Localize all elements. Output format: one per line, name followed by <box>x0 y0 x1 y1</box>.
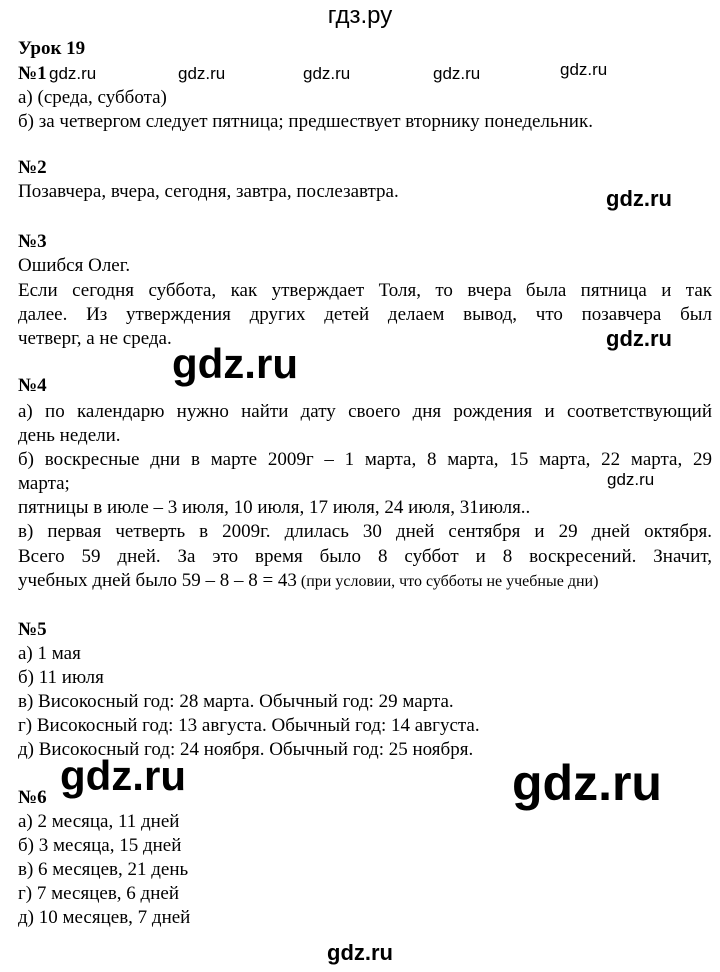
task-6-d: д) 10 месяцев, 7 дней <box>18 907 191 928</box>
task-1-title: №1 <box>18 63 47 84</box>
task-4-v-line-2: Всего 59 дней. За это время было 8 суббот и 8 воскресений. Значит, <box>18 546 712 567</box>
task-4-title: №4 <box>18 375 47 396</box>
task-2-title: №2 <box>18 157 47 178</box>
watermark: gdz.ru <box>172 340 298 387</box>
task-4-b-line-3: пятницы в июле – 3 июля, 10 июля, 17 июля, 24 июля, 31июля.. <box>18 497 531 518</box>
watermark: gdz.ru <box>303 64 351 83</box>
task-6-v: в) 6 месяцев, 21 день <box>18 859 189 880</box>
task-3-line-4: четверг, а не среда. <box>18 328 172 349</box>
task-6-g: г) 7 месяцев, 6 дней <box>18 883 179 904</box>
task-4-a-line-1: а) по календарю нужно найти дату своего дня рождения и соответствующий <box>18 401 712 422</box>
watermark-footer: gdz.ru <box>327 940 393 965</box>
watermark: gdz.ru <box>49 64 97 83</box>
watermark: gdz.ru <box>60 752 186 799</box>
task-2-text: Позавчера, вчера, сегодня, завтра, послезавтра. <box>18 181 399 202</box>
task-4-b-line-2: марта; <box>18 473 70 494</box>
watermark: gdz.ru <box>178 64 226 83</box>
task-6-title: №6 <box>18 787 47 808</box>
task-3-title: №3 <box>18 231 47 252</box>
task-3-line-1: Ошибся Олег. <box>18 255 131 276</box>
task-4-a-line-2: день недели. <box>18 425 121 446</box>
watermark: gdz.ru <box>512 755 662 811</box>
task-5-b: б) 11 июля <box>18 667 104 688</box>
task-4-v-line-3 <box>18 570 598 592</box>
watermark: gdz.ru <box>606 326 672 351</box>
task-5-title: №5 <box>18 619 47 640</box>
task-1-b: б) за четвергом следует пятница; предшествует вторнику понедельник. <box>18 111 593 132</box>
task-5-v: в) Високосный год: 28 марта. Обычный год: 29 марта. <box>18 691 454 712</box>
task-3-line-2: Если сегодня суббота, как утверждает Толя, то вчера была пятница и так <box>18 280 712 301</box>
task-5-a: а) 1 мая <box>18 643 81 664</box>
task-3-line-3: далее. Из утверждения других детей делаем вывод, что позавчера был <box>18 304 712 325</box>
task-5-d: д) Високосный год: 24 ноября. Обычный год: 25 ноября. <box>18 739 474 760</box>
task-4-v-line-1: в) первая четверть в 2009г. длилась 30 дней сентября и 29 дней октября. <box>18 521 712 542</box>
site-header: гдз.ру <box>327 2 393 29</box>
watermark: gdz.ru <box>560 60 608 79</box>
task-4-v-calculation: учебных дней было 59 – 8 – 8 = 43 <box>18 570 297 591</box>
task-6-a: а) 2 месяца, 11 дней <box>18 811 180 832</box>
watermark: gdz.ru <box>607 470 655 489</box>
task-1-a: а) (среда, суббота) <box>18 87 167 108</box>
watermark: gdz.ru <box>433 64 481 83</box>
task-6-b: б) 3 месяца, 15 дней <box>18 835 182 856</box>
task-4-v-note: (при условии, что субботы не учебные дни) <box>300 573 599 590</box>
watermark: gdz.ru <box>606 186 672 211</box>
task-5-g: г) Високосный год: 13 августа. Обычный год: 14 августа. <box>18 715 480 736</box>
task-4-b-line-1: б) воскресные дни в марте 2009г – 1 марта, 8 марта, 15 марта, 22 марта, 29 <box>18 449 712 470</box>
lesson-title: Урок 19 <box>18 38 86 59</box>
